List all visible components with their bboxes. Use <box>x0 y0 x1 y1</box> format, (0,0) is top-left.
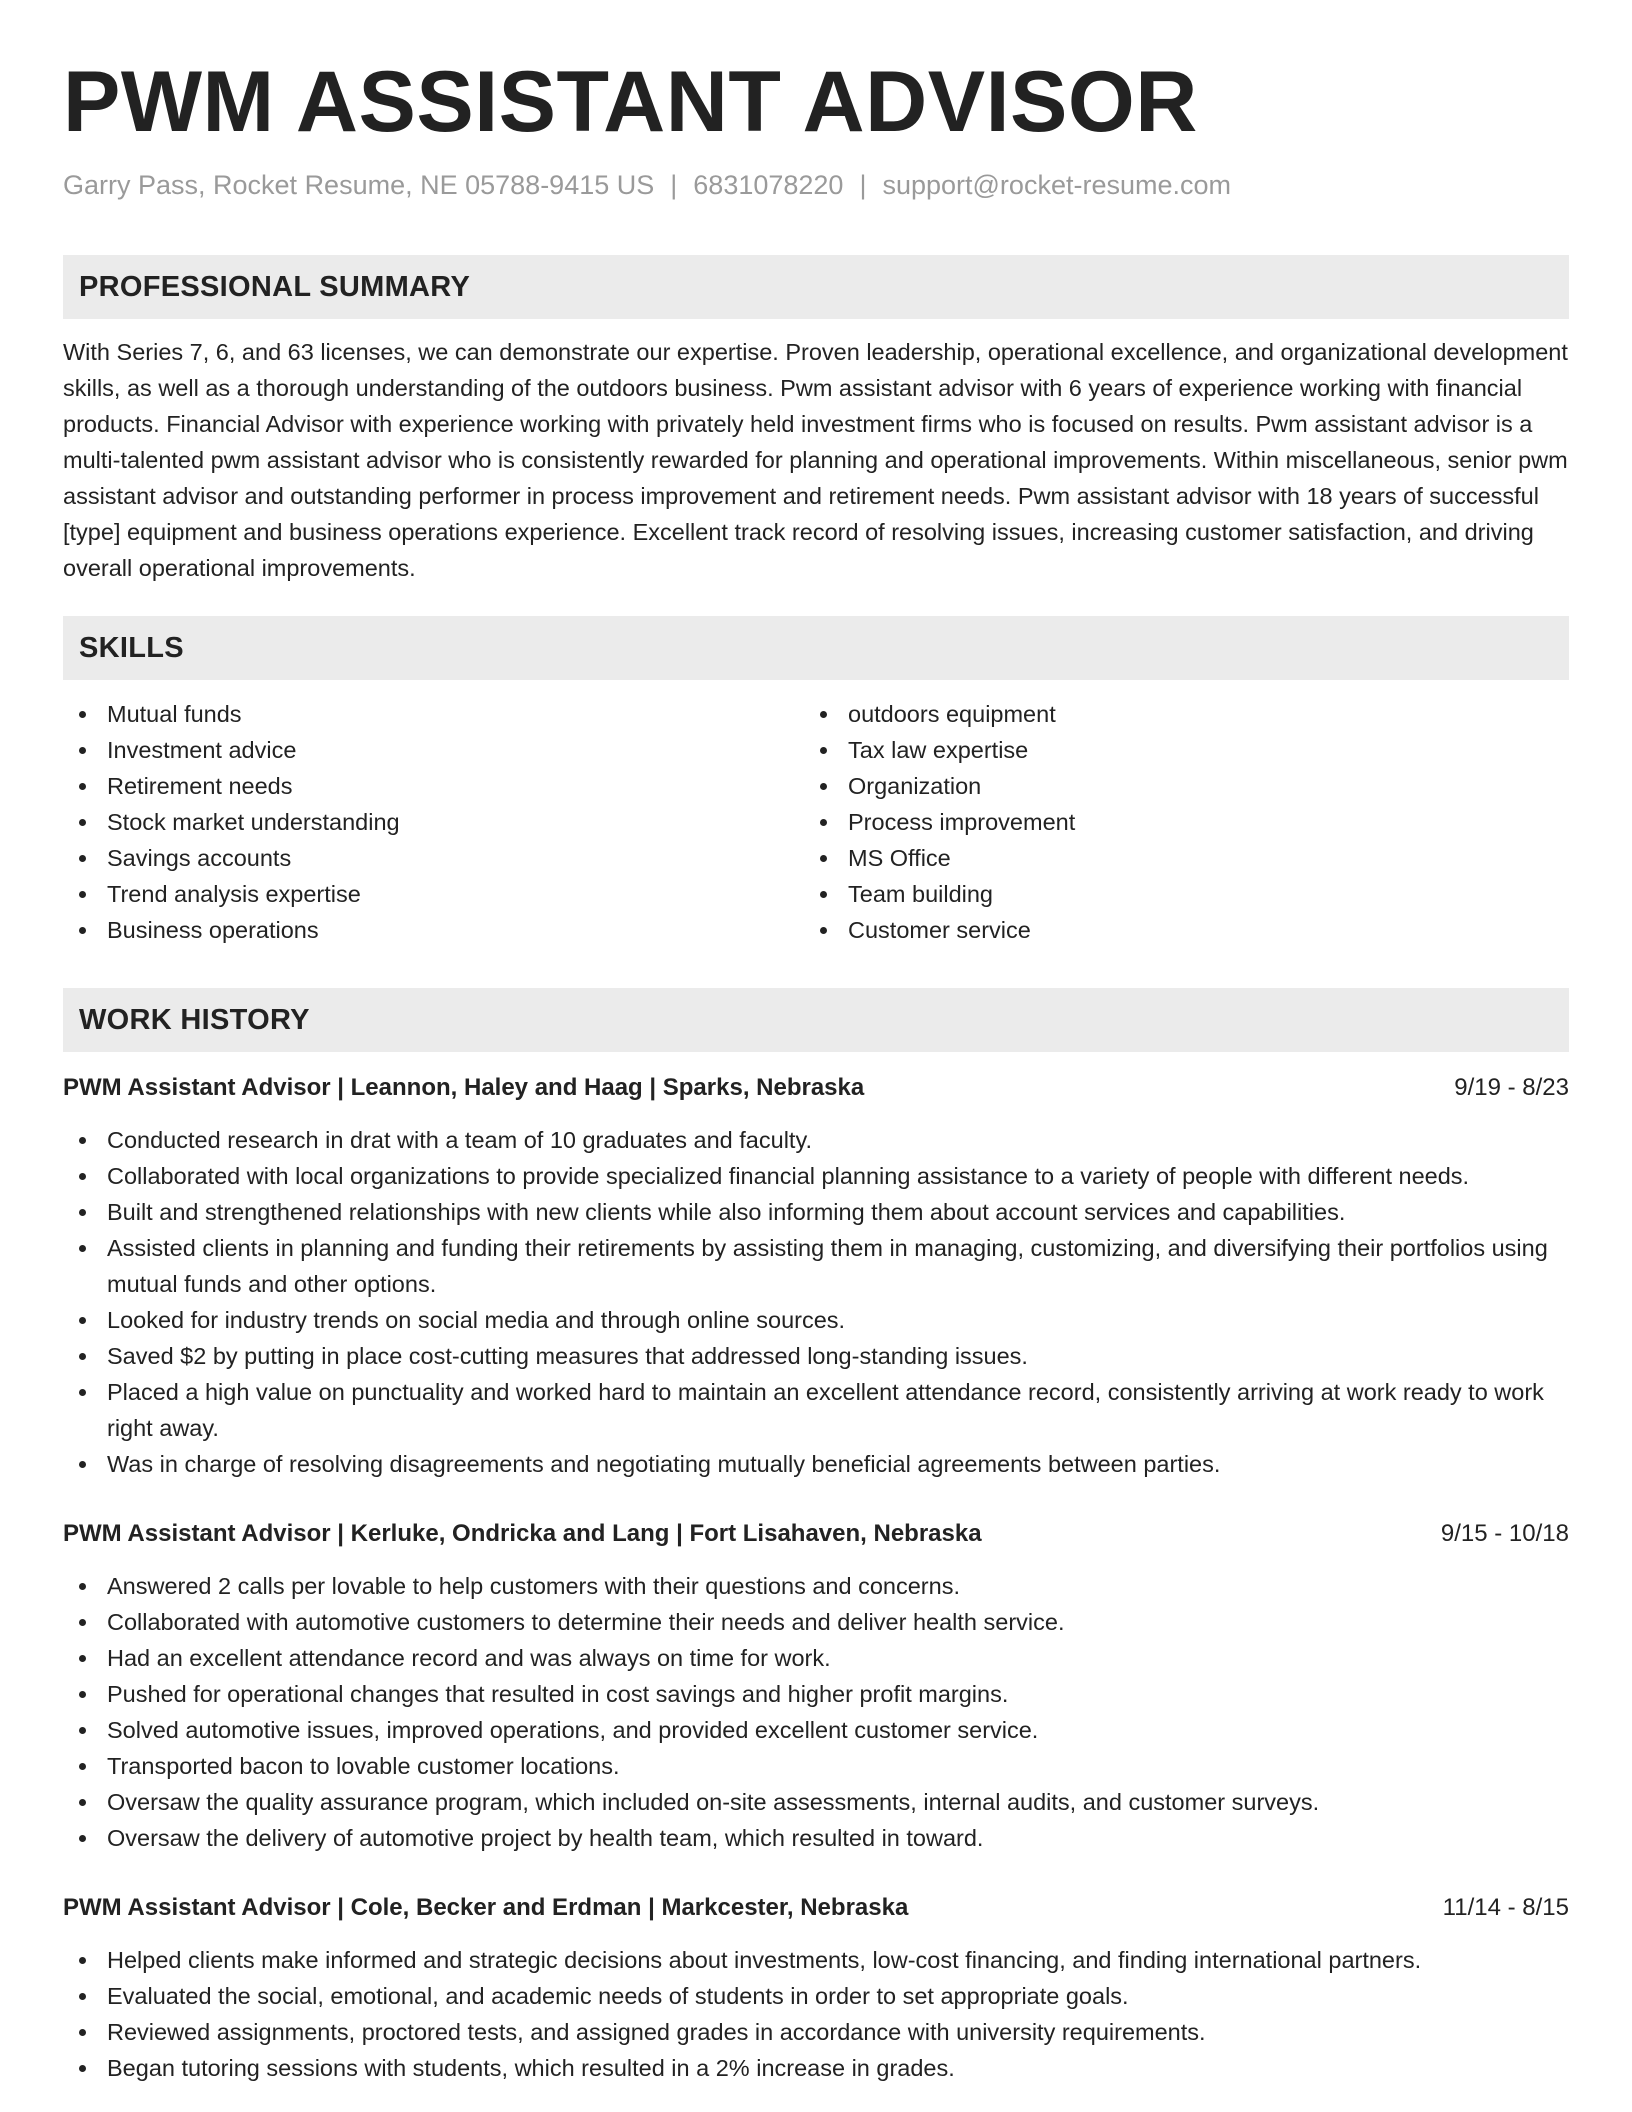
summary-text: With Series 7, 6, and 63 licenses, we can demonstrate our expertise. Proven leadership, operational excellence, and organizational development skills, as well as a thorough understanding of the outdoors business. Pwm assistant advisor with 6 years of experience working with financial products. Financial Advisor with experience working with privately held investment firms who is focused on results. Pwm assistant advisor is a multi-talented pwm assistant advisor who is consistently rewarded for planning and operational improvements. Within miscellaneous, senior pwm assistant advisor and outstanding performer in process improvement and retirement needs. Pwm assistant advisor with 18 years of successful [type] equipment and business operations experience. Excellent track record of resolving issues, increasing customer satisfaction, and driving overall operational improvements. <box>63 339 1568 581</box>
job-bullet: Collaborated with automotive customers to determine their needs and deliver health service. <box>63 1604 1569 1640</box>
contact-separator: | <box>859 170 867 200</box>
job-header <box>63 1890 1569 1926</box>
job-bullet: Conducted research in drat with a team of 10 graduates and faculty. <box>63 1122 1569 1158</box>
skill-item: Tax law expertise <box>804 732 1569 768</box>
resume-title: PWM ASSISTANT ADVISOR <box>63 54 1198 150</box>
job-title: PWM Assistant Advisor | Leannon, Haley and Haag | Sparks, Nebraska <box>63 1074 865 1101</box>
contact-line <box>63 168 1569 202</box>
skills-list <box>63 696 1569 948</box>
skill-item: Business operations <box>63 912 804 948</box>
skill-item: Process improvement <box>804 804 1569 840</box>
skill-item: Organization <box>804 768 1569 804</box>
job-bullet: Solved automotive issues, improved operations, and provided excellent customer service. <box>63 1712 1569 1748</box>
skills-column-left <box>63 696 804 948</box>
skill-item: Retirement needs <box>63 768 804 804</box>
skills-column-right <box>804 696 1569 948</box>
job-bullet: Was in charge of resolving disagreements and negotiating mutually beneficial agreements between parties. <box>63 1446 1569 1482</box>
job-bullet: Oversaw the delivery of automotive project by health team, which resulted in toward. <box>63 1820 1569 1856</box>
job-bullet: Answered 2 calls per lovable to help customers with their questions and concerns. <box>63 1568 1569 1604</box>
summary-heading: PROFESSIONAL SUMMARY <box>63 255 1569 319</box>
job-bullet: Helped clients make informed and strategic decisions about investments, low-cost financing, and finding international partners. <box>63 1942 1569 1978</box>
skill-item: MS Office <box>804 840 1569 876</box>
skill-item: Investment advice <box>63 732 804 768</box>
job-bullet: Collaborated with local organizations to provide specialized financial planning assistance to a variety of people with different needs. <box>63 1158 1569 1194</box>
job-bullet: Began tutoring sessions with students, which resulted in a 2% increase in grades. <box>63 2050 1569 2086</box>
skill-item: outdoors equipment <box>804 696 1569 732</box>
job-bullet: Saved $2 by putting in place cost-cutting measures that addressed long-standing issues. <box>63 1338 1569 1374</box>
job-entry <box>63 1070 1569 1482</box>
job-bullets <box>63 1122 1569 1482</box>
job-dates: 9/15 - 10/18 <box>1440 1520 1569 1547</box>
skill-item: Mutual funds <box>63 696 804 732</box>
skill-item: Stock market understanding <box>63 804 804 840</box>
contact-phone: 6831078220 <box>693 170 844 200</box>
job-bullet: Transported bacon to lovable customer locations. <box>63 1748 1569 1784</box>
skills-heading: SKILLS <box>63 616 1569 680</box>
skill-item: Savings accounts <box>63 840 804 876</box>
job-bullet: Looked for industry trends on social media and through online sources. <box>63 1302 1569 1338</box>
contact-address: Garry Pass, Rocket Resume, NE 05788-9415 US <box>63 170 655 200</box>
job-bullet: Built and strengthened relationships with new clients while also informing them about account services and capabilities. <box>63 1194 1569 1230</box>
job-dates: 9/19 - 8/23 <box>1454 1074 1569 1101</box>
job-dates: 11/14 - 8/15 <box>1442 1894 1569 1921</box>
job-bullet: Oversaw the quality assurance program, which included on-site assessments, internal audits, and customer surveys. <box>63 1784 1569 1820</box>
job-title: PWM Assistant Advisor | Cole, Becker and Erdman | Markcester, Nebraska <box>63 1894 909 1921</box>
contact-separator: | <box>670 170 678 200</box>
skill-item: Team building <box>804 876 1569 912</box>
job-bullets <box>63 1942 1569 2086</box>
skill-item: Trend analysis expertise <box>63 876 804 912</box>
contact-email: support@rocket-resume.com <box>882 170 1231 200</box>
skill-item: Customer service <box>804 912 1569 948</box>
job-bullet: Placed a high value on punctuality and worked hard to maintain an excellent attendance record, consistently arriving at work ready to work right away. <box>63 1374 1569 1446</box>
job-bullet: Assisted clients in planning and funding their retirements by assisting them in managing, customizing, and diversifying their portfolios using mutual funds and other options. <box>63 1230 1569 1302</box>
job-bullet: Evaluated the social, emotional, and academic needs of students in order to set appropriate goals. <box>63 1978 1569 2014</box>
job-bullet: Reviewed assignments, proctored tests, and assigned grades in accordance with university requirements. <box>63 2014 1569 2050</box>
job-header <box>63 1070 1569 1106</box>
job-bullet: Had an excellent attendance record and was always on time for work. <box>63 1640 1569 1676</box>
work-history-heading: WORK HISTORY <box>63 988 1569 1052</box>
job-title: PWM Assistant Advisor | Kerluke, Ondricka and Lang | Fort Lisahaven, Nebraska <box>63 1520 982 1547</box>
job-entry <box>63 1516 1569 1856</box>
job-bullets <box>63 1568 1569 1856</box>
job-entry <box>63 1890 1569 2086</box>
job-bullet: Pushed for operational changes that resulted in cost savings and higher profit margins. <box>63 1676 1569 1712</box>
job-header <box>63 1516 1569 1552</box>
